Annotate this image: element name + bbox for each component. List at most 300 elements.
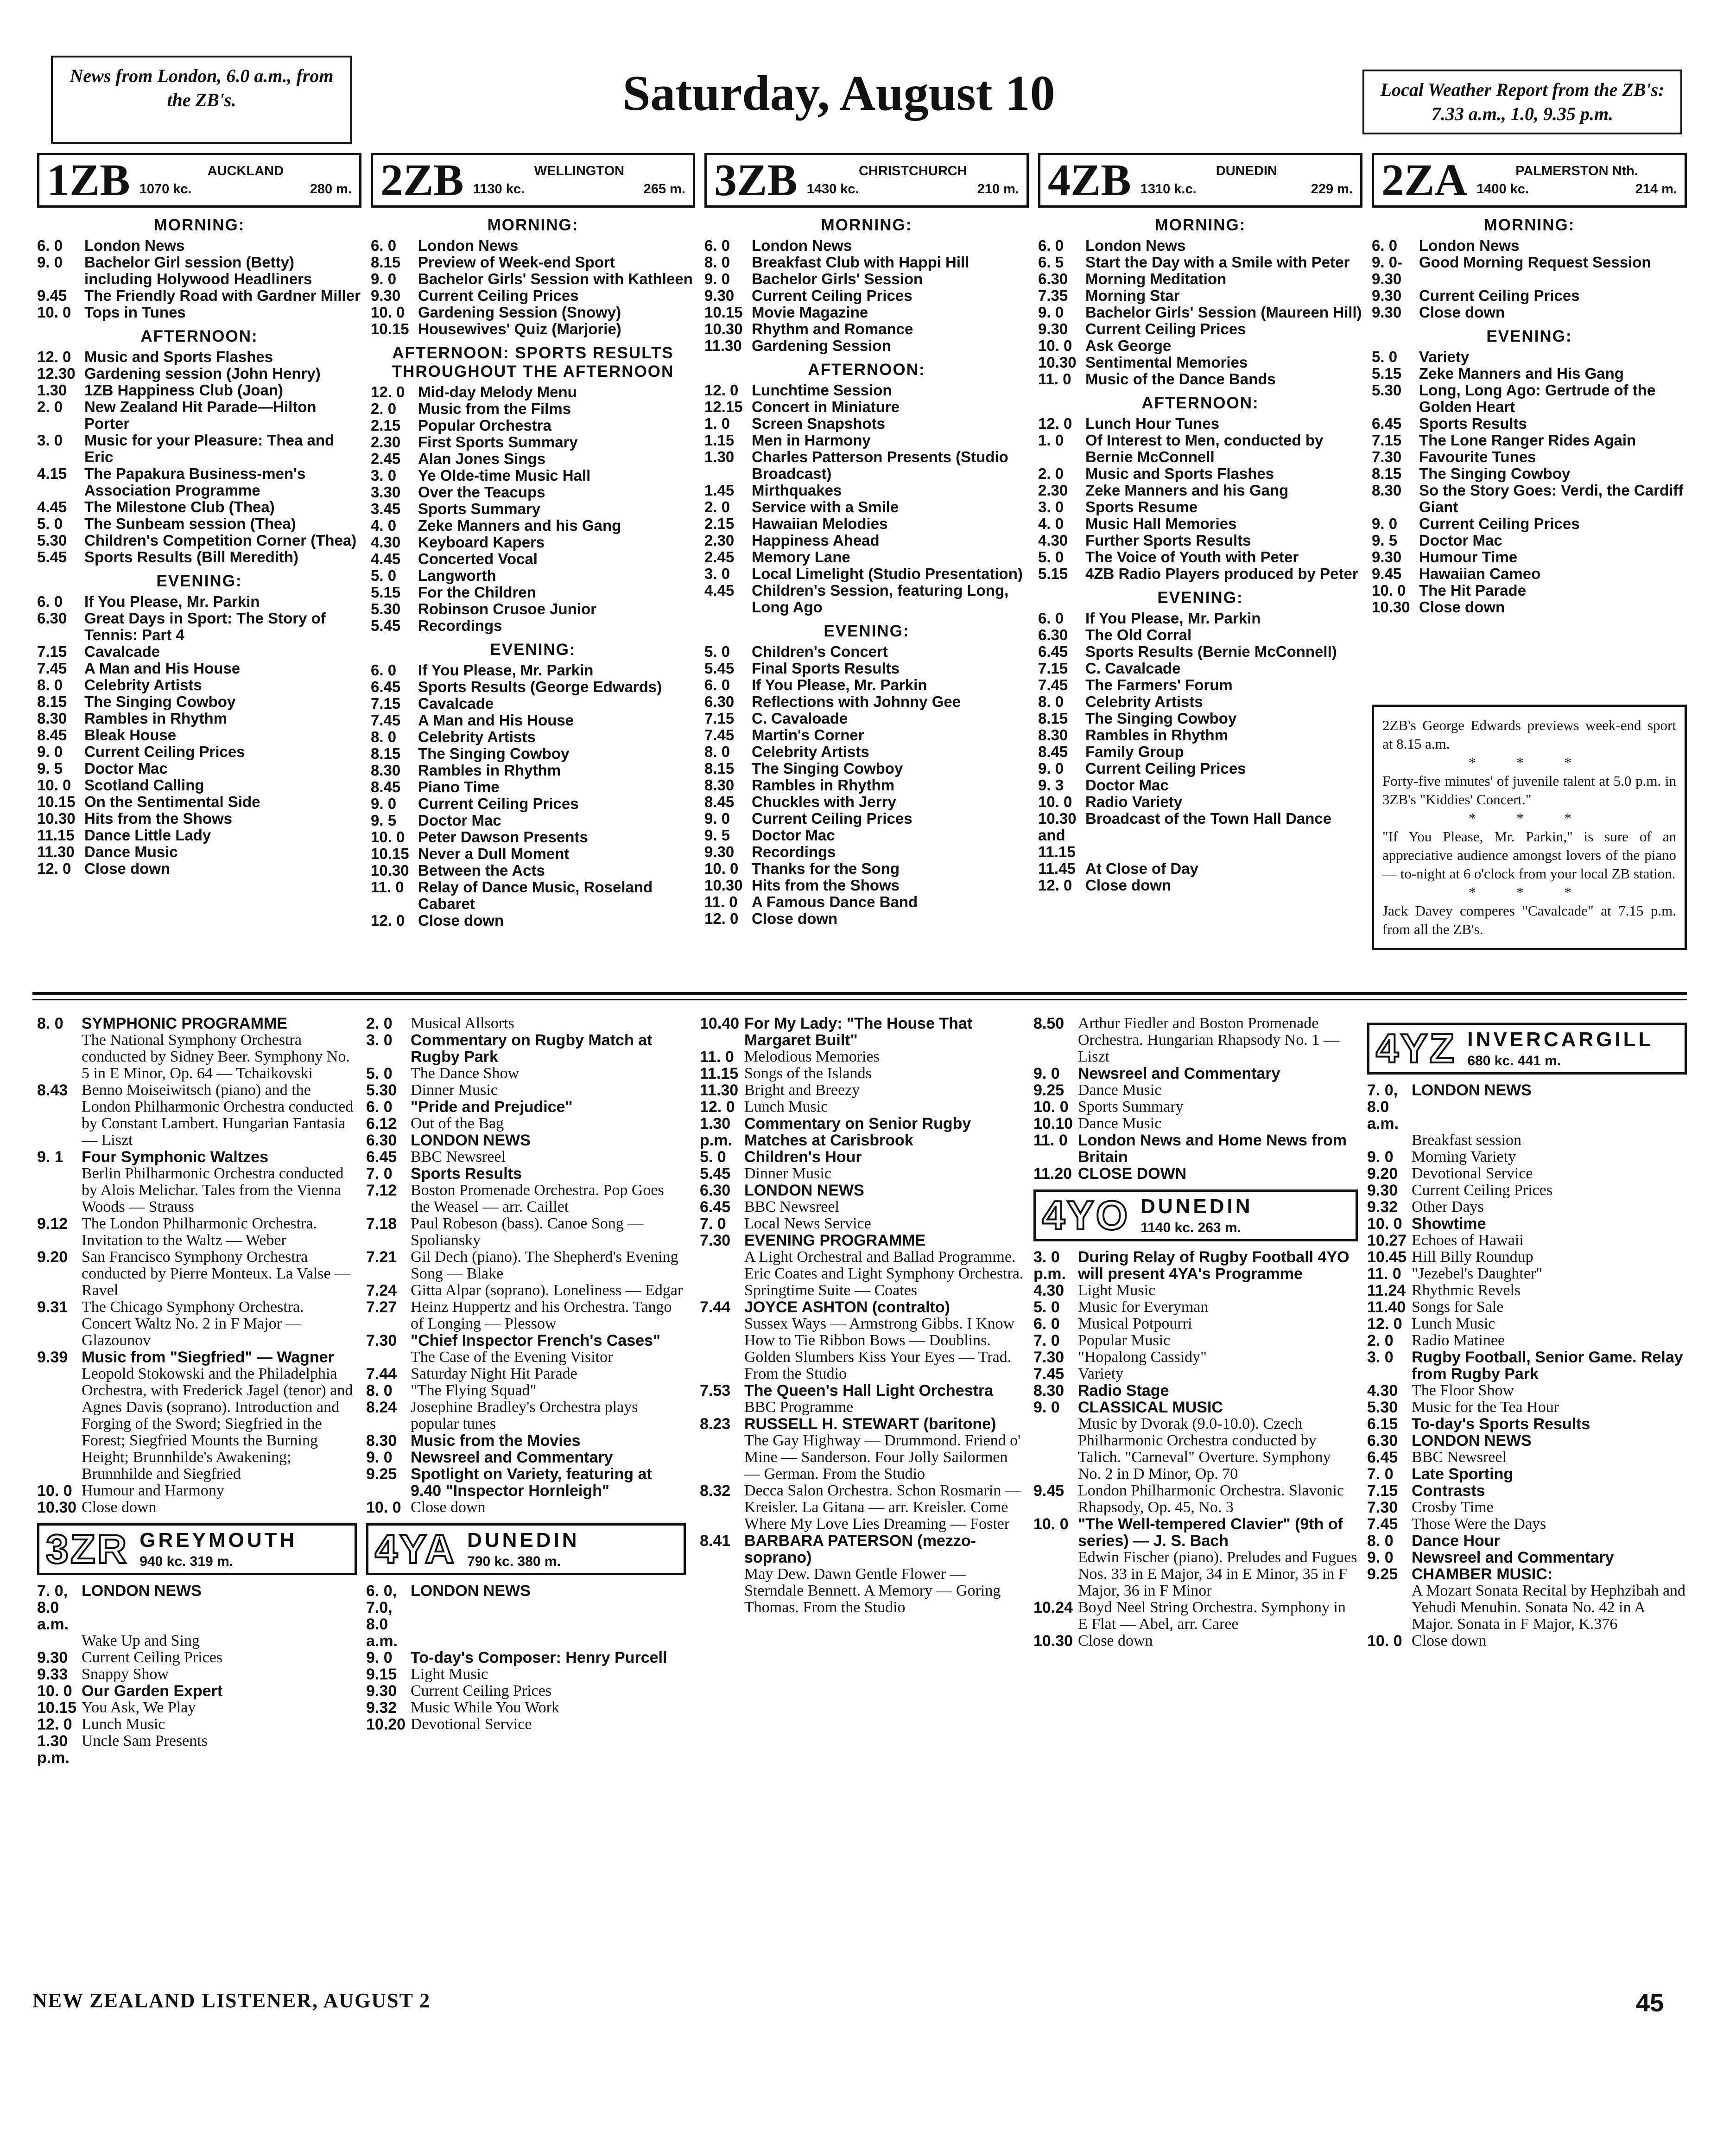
program-time: 9. 0 [1372, 515, 1398, 532]
program-item [1367, 1199, 1687, 1215]
program-title: "The Flying Squad" [411, 1382, 537, 1399]
program-item [1372, 482, 1687, 515]
upper-divider [32, 992, 1687, 995]
station-city: WELLINGTON [534, 164, 625, 178]
program-time: 12. 0 [704, 382, 739, 399]
program-title: A Famous Dance Band [752, 893, 918, 910]
program-time: 11.40 [1367, 1298, 1406, 1316]
program-title: Morning Star [1085, 287, 1180, 304]
station-meta [1140, 1195, 1349, 1236]
program-title: London News [1419, 237, 1520, 254]
program-time: 11. 0 [704, 893, 738, 910]
program-title: Heinz Huppertz and his Orchestra. Tango of Longing — Plessow [411, 1298, 672, 1332]
program-time: 8.30 [37, 710, 67, 727]
program-time: 9. 0 [366, 1449, 393, 1466]
lower-col-5 [1367, 1015, 1687, 1649]
station-call-sign: 2ZA [1381, 155, 1468, 205]
program-item [1033, 1282, 1358, 1299]
program-time: 4.45 [704, 582, 735, 599]
program-time: 7.45 [37, 660, 67, 677]
program-item [1367, 1182, 1687, 1199]
program-item [1033, 1249, 1358, 1282]
program-time: 9.30 [371, 287, 401, 304]
program-title: Saturday Night Hit Parade [411, 1365, 577, 1382]
program-time: 5. 0 [37, 515, 63, 532]
program-item [1372, 549, 1687, 566]
program-title: Rambles in Rhythm [752, 776, 895, 794]
program-title: Children's Concert [752, 643, 888, 660]
program-item [1372, 349, 1687, 365]
program-time: 6. 0 [704, 676, 730, 693]
program-item [1372, 365, 1687, 382]
program-title: Relay of Dance Music, Roseland Cabaret [418, 878, 653, 912]
program-item [37, 1015, 357, 1032]
program-item [37, 1082, 357, 1149]
program-title: Doctor Mac [84, 760, 168, 777]
program-item [366, 1449, 686, 1466]
program-item [37, 794, 361, 810]
program-time: 8.45 [37, 726, 67, 744]
program-item [1038, 727, 1362, 744]
program-item [1038, 237, 1362, 254]
program-title: Celebrity Artists [418, 728, 536, 745]
program-item [1033, 1099, 1358, 1115]
program-item [704, 287, 1029, 304]
section-heading: MORNING: [1483, 216, 1575, 234]
program-item [366, 1466, 686, 1499]
section-heading: AFTERNOON: [140, 327, 258, 345]
program-item [37, 1249, 357, 1299]
program-time: 9.30 [1038, 320, 1068, 337]
program-title: Boyd Neel String Orchestra. Symphony in E Flat — Abel, arr. Caree [1078, 1599, 1346, 1633]
program-title: The Voice of Youth with Peter [1085, 548, 1299, 566]
program-time: 10.30 [1033, 1632, 1073, 1650]
program-time: 8.15 [371, 254, 401, 271]
station-call-sign: 4YA [375, 1526, 456, 1572]
program-title: Dance Hour [1412, 1532, 1500, 1550]
station-header [1372, 153, 1687, 208]
program-time: 12. 0 [37, 1716, 72, 1733]
program-time: 9. 0 [371, 270, 397, 287]
program-time: 9. 0 [1367, 1148, 1394, 1166]
program-title: Music While You Work [411, 1699, 559, 1716]
program-time: 6. 0 [371, 661, 397, 679]
program-time: 9. 0 [1367, 1549, 1394, 1566]
program-item [704, 237, 1029, 254]
program-title: Morning Meditation [1085, 270, 1227, 287]
program-title: Sports Results [1419, 415, 1527, 432]
program-title: BBC Programme [744, 1399, 854, 1416]
program-title: Lunch Music [82, 1716, 165, 1733]
program-item [37, 382, 361, 399]
program-time: 11. 0 [1033, 1132, 1068, 1149]
program-item [704, 415, 1029, 432]
program-time: 7.53 [700, 1382, 731, 1399]
program-item [704, 744, 1029, 760]
program-title: Bleak House [84, 726, 177, 744]
program-title: BBC Newsreel [744, 1198, 839, 1215]
program-time: 1.45 [704, 482, 735, 499]
program-time: 2. 0 [366, 1015, 393, 1032]
station-header [371, 153, 695, 208]
station-meta [1476, 164, 1677, 197]
station-header [37, 1523, 357, 1575]
program-time [700, 1316, 744, 1382]
program-time: 5. 0 [700, 1148, 726, 1166]
program-item [1038, 482, 1362, 499]
station-meta [139, 1529, 348, 1570]
divider-stars: * * * [1469, 810, 1590, 826]
program-title: Dance Music [1078, 1081, 1162, 1099]
program-item [37, 499, 361, 515]
program-title: LONDON NEWS [1412, 1432, 1532, 1450]
program-title: Popular Orchestra [418, 417, 551, 434]
program-item [704, 304, 1029, 321]
program-time: 1.30 [704, 448, 735, 465]
program-item [700, 1165, 1024, 1182]
program-title: A Man and His House [418, 712, 574, 729]
program-time: 7.15 [371, 695, 401, 712]
program-title: Rhythmic Revels [1412, 1282, 1521, 1299]
program-title: "Hopalong Cassidy" [1078, 1348, 1207, 1366]
program-time: 8.15 [1372, 465, 1402, 482]
program-time: 12.15 [704, 398, 743, 415]
program-item [1372, 237, 1687, 254]
program-time [700, 1566, 744, 1616]
program-item [37, 1583, 357, 1633]
program-title: C. Cavaloade [752, 710, 848, 727]
program-time: 10. 0 [1367, 1215, 1402, 1233]
program-item [366, 1683, 686, 1699]
program-item [704, 660, 1029, 677]
program-item [366, 1149, 686, 1165]
program-time: 12. 0 [37, 348, 71, 365]
program-item [366, 1332, 686, 1349]
program-item [1038, 415, 1362, 432]
program-title: Ask George [1085, 337, 1172, 354]
program-title: The Floor Show [1412, 1382, 1514, 1399]
program-time: 9.45 [1372, 565, 1402, 582]
program-time: 7.45 [1367, 1515, 1398, 1533]
program-time: 9.31 [37, 1298, 68, 1316]
program-time: 8.15 [704, 760, 735, 777]
program-item [366, 1399, 686, 1432]
program-time: 9. 0 [1038, 304, 1064, 321]
program-time [1367, 1583, 1412, 1633]
station-frequency [139, 182, 352, 197]
program-item [1372, 432, 1687, 449]
program-item [700, 1432, 1024, 1482]
program-item [700, 1533, 1024, 1566]
program-item [37, 610, 361, 643]
program-title: The Singing Cowboy [752, 760, 903, 777]
program-item [37, 432, 361, 465]
program-title: Bright and Breezy [744, 1081, 860, 1099]
program-item [371, 695, 695, 712]
program-time [1033, 1416, 1078, 1482]
program-time [700, 1249, 744, 1299]
section-heading: EVENING: [1157, 589, 1243, 607]
program-item [37, 1683, 357, 1699]
program-title: Local News Service [744, 1215, 871, 1232]
program-item [704, 482, 1029, 499]
program-item [366, 1282, 686, 1299]
program-time: 9. 5 [704, 827, 730, 844]
program-title: You Ask, We Play [82, 1699, 196, 1716]
program-title: Music for the Tea Hour [1412, 1399, 1559, 1416]
program-item [1033, 1015, 1358, 1065]
program-time: 7.45 [704, 726, 735, 744]
program-title: Dinner Music [411, 1081, 498, 1099]
program-time: 10. 0 [37, 1482, 72, 1500]
program-time: 7.12 [366, 1182, 397, 1199]
program-title: Breakfast Club with Happi Hill [752, 254, 969, 271]
program-time: 8.30 [371, 762, 401, 779]
program-title: Out of the Bag [411, 1115, 504, 1132]
program-time: 8. 0 [37, 676, 63, 693]
program-title: Housewives' Quiz (Marjorie) [418, 320, 621, 337]
program-item [700, 1482, 1024, 1533]
program-time: 11.24 [1367, 1282, 1406, 1299]
program-time: 5.15 [1372, 365, 1402, 382]
program-title: Melodious Memories [744, 1048, 880, 1065]
station-metres: 214 m. [1635, 182, 1677, 197]
program-item [37, 1215, 357, 1249]
program-time: 6.12 [366, 1115, 397, 1132]
program-time: 10.27 [1367, 1232, 1407, 1249]
program-title: Celebrity Artists [84, 676, 202, 693]
section-heading: EVENING: [1486, 327, 1572, 345]
program-title: First Sports Summary [418, 433, 578, 451]
program-title: Final Sports Results [752, 660, 900, 677]
program-title: Favourite Tunes [1419, 448, 1536, 465]
program-title: Hits from the Shows [752, 877, 900, 894]
program-time: 1.30 p.m. [700, 1115, 732, 1149]
program-item [1038, 532, 1362, 549]
program-title: The Singing Cowboy [84, 693, 236, 710]
program-time: 7.30 [366, 1332, 397, 1349]
program-title: Rhythm and Romance [752, 320, 913, 337]
program-time: 5. 0 [704, 643, 730, 660]
program-title: Current Ceiling Prices [1085, 320, 1246, 337]
program-item [1372, 532, 1687, 549]
program-time: 7.18 [366, 1215, 397, 1233]
program-title: Music and Sports Flashes [84, 348, 273, 365]
program-title: Concerted Vocal [418, 550, 538, 567]
station-frequency: 940 kc. 319 m. [139, 1554, 234, 1569]
program-item [1367, 1516, 1687, 1533]
program-item [700, 1316, 1024, 1382]
program-item [1367, 1282, 1687, 1299]
program-time: 7.15 [1372, 432, 1402, 449]
program-item [1033, 1332, 1358, 1349]
program-item [1033, 1082, 1358, 1099]
program-time [700, 1432, 744, 1482]
program-time: 6. 0 [1038, 237, 1064, 254]
program-title: Music and Sports Flashes [1085, 465, 1274, 482]
program-time: 10. 0 [1033, 1515, 1069, 1533]
program-time: 8. 0 [1367, 1532, 1394, 1550]
program-item [1372, 254, 1687, 287]
program-item [1367, 1349, 1687, 1382]
program-title: Current Ceiling Prices [1419, 515, 1580, 532]
program-item [1038, 877, 1362, 894]
program-time: 6. 0 [37, 237, 63, 254]
program-title: Songs of the Islands [744, 1065, 872, 1082]
program-time: 10. 0 [1038, 793, 1072, 810]
program-time: 2. 0 [1038, 465, 1064, 482]
program-time: 7. 0 [1367, 1465, 1394, 1483]
program-item [1038, 566, 1362, 582]
program-item [1367, 1482, 1687, 1499]
program-time: 8.23 [700, 1415, 731, 1433]
program-item [704, 271, 1029, 287]
program-item [704, 643, 1029, 660]
program-title: London News and Home News from Britain [1078, 1132, 1347, 1166]
program-time: 6.45 [1038, 643, 1068, 660]
program-item [1367, 1299, 1687, 1316]
program-item [1367, 1165, 1687, 1182]
program-item [37, 1366, 357, 1482]
program-title: Dance Music [84, 843, 178, 860]
station-meta [1467, 1028, 1678, 1069]
program-item [1038, 354, 1362, 371]
program-item [37, 532, 361, 549]
program-title: Music from "Siegfried" — Wagner [82, 1348, 334, 1366]
program-title: Scotland Calling [84, 776, 204, 794]
program-item [1033, 1599, 1358, 1633]
program-item [1033, 1549, 1358, 1599]
station-city: DUNEDIN [1140, 1195, 1253, 1218]
program-time: 6.45 [1367, 1449, 1398, 1466]
program-item [37, 660, 361, 677]
program-time: 3. 0 [366, 1031, 393, 1049]
program-time: 5.15 [1038, 565, 1068, 582]
program-title: Close down [84, 860, 171, 877]
program-item [366, 1215, 686, 1249]
station-2za [1372, 153, 1687, 616]
program-title: Over the Teacups [418, 483, 545, 501]
station-call-sign: 1ZB [47, 155, 130, 205]
program-time: 6.30 [1038, 270, 1068, 287]
program-title: Current Ceiling Prices [752, 810, 912, 827]
program-item [37, 593, 361, 610]
program-title: Rambles in Rhythm [418, 762, 561, 779]
program-title: Current Ceiling Prices [1085, 760, 1246, 777]
program-time: 9. 0 [366, 1649, 393, 1666]
program-title: Paul Robeson (bass). Canoe Song — Spoliansky [411, 1215, 644, 1249]
program-title: Recordings [752, 843, 836, 860]
station-city: DUNEDIN [467, 1529, 580, 1552]
program-item [704, 827, 1029, 844]
program-item [700, 1115, 1024, 1149]
program-title: Alan Jones Sings [418, 450, 546, 467]
program-time: 7.30 [1372, 448, 1402, 465]
program-title: The Queen's Hall Light Orchestra [744, 1382, 994, 1399]
program-item [37, 827, 361, 844]
program-time: 5.30 [371, 600, 401, 617]
program-title: Broadcast of the Town Hall Dance [1085, 810, 1332, 827]
program-item [366, 1583, 686, 1649]
station-frequency: 680 kc. 441 m. [1467, 1053, 1561, 1068]
station-header [37, 153, 361, 208]
program-title: Hits from the Shows [84, 810, 233, 827]
program-item [366, 1165, 686, 1182]
program-item [1367, 1583, 1687, 1633]
program-time: 6. 0 [1038, 610, 1064, 627]
program-title: Devotional Service [1412, 1165, 1533, 1182]
program-time: 8.43 [37, 1081, 68, 1099]
program-title: If You Please, Mr. Parkin [1085, 610, 1261, 627]
program-title: Bachelor Girl session (Betty) including Holywood Headliners [84, 254, 312, 287]
program-item [1038, 777, 1362, 794]
program-item [704, 382, 1029, 399]
program-time: 6. 0 [1033, 1315, 1060, 1333]
program-title: Contrasts [1412, 1482, 1485, 1500]
program-item [700, 1399, 1024, 1416]
program-time: 2.45 [371, 450, 401, 467]
program-time: 12. 0 [704, 910, 739, 927]
program-title: Close down [1412, 1632, 1487, 1649]
program-time: 3. 0 [704, 565, 730, 582]
program-title: Sussex Ways — Armstrong Gibbs. I Know How to Tie Ribbon Bows — Doublins. Golden Slumbers Kiss Your Eyes — Trad. From the Studio [744, 1315, 1015, 1382]
program-item [371, 384, 695, 401]
program-title: The Singing Cowboy [1085, 710, 1237, 727]
program-time: 6. 0 [704, 237, 730, 254]
program-item [37, 549, 361, 566]
program-title: Light Music [411, 1666, 488, 1683]
program-item [1367, 1416, 1687, 1432]
station-city: AUCKLAND [207, 164, 284, 178]
program-title: Gardening Session (Snowy) [418, 304, 621, 321]
program-title: Tops in Tunes [84, 304, 186, 321]
program-item [371, 237, 695, 254]
program-title: Spotlight on Variety, featuring at 9.40 "Inspector Hornleigh" [411, 1465, 652, 1500]
news-box: News from London, 6.0 a.m., from the ZB's. [51, 56, 352, 144]
program-time: 5.45 [700, 1165, 731, 1183]
weather-box: Local Weather Report from the ZB's: 7.33 a.m., 1.0, 9.35 p.m. [1362, 70, 1682, 134]
program-item [1038, 515, 1362, 532]
program-time: 11. 0 [700, 1048, 734, 1066]
program-title: Happiness Ahead [752, 532, 880, 549]
program-title: Sports Results (Bernie McConnell) [1085, 643, 1337, 660]
program-time: 5.30 [1372, 382, 1402, 399]
program-title: Humour Time [1419, 548, 1518, 566]
station-4zb [1038, 153, 1362, 894]
station-metres: 210 m. [977, 182, 1019, 197]
program-title: Service with a Smile [752, 498, 899, 515]
program-time: 1.15 [704, 432, 735, 449]
program-title: Dinner Music [744, 1165, 831, 1182]
program-time: 2.15 [704, 515, 735, 532]
program-item [700, 1249, 1024, 1299]
program-item [1033, 1416, 1358, 1482]
program-time: 8.41 [700, 1532, 731, 1550]
program-title: LONDON NEWS [411, 1582, 531, 1600]
program-title: "Jezebel's Daughter" [1412, 1265, 1543, 1282]
program-time: 12. 0 [371, 912, 405, 929]
program-item [366, 1015, 686, 1032]
program-item [1038, 337, 1362, 354]
program-title: Never a Dull Moment [418, 845, 570, 862]
program-item [1372, 582, 1687, 599]
program-title: Light Music [1078, 1282, 1156, 1299]
program-title: A Light Orchestral and Ballad Programme. Eric Coates and Light Symphony Orchestra. Springtime Suite — Coates [744, 1248, 1024, 1299]
footer-title: NEW ZEALAND LISTENER, AUGUST 2 [32, 1989, 431, 2012]
program-title: So the Story Goes: Verdi, the Cardiff Giant [1419, 482, 1684, 515]
program-title: The Old Corral [1085, 626, 1192, 643]
program-time: 6.30 [37, 610, 67, 627]
